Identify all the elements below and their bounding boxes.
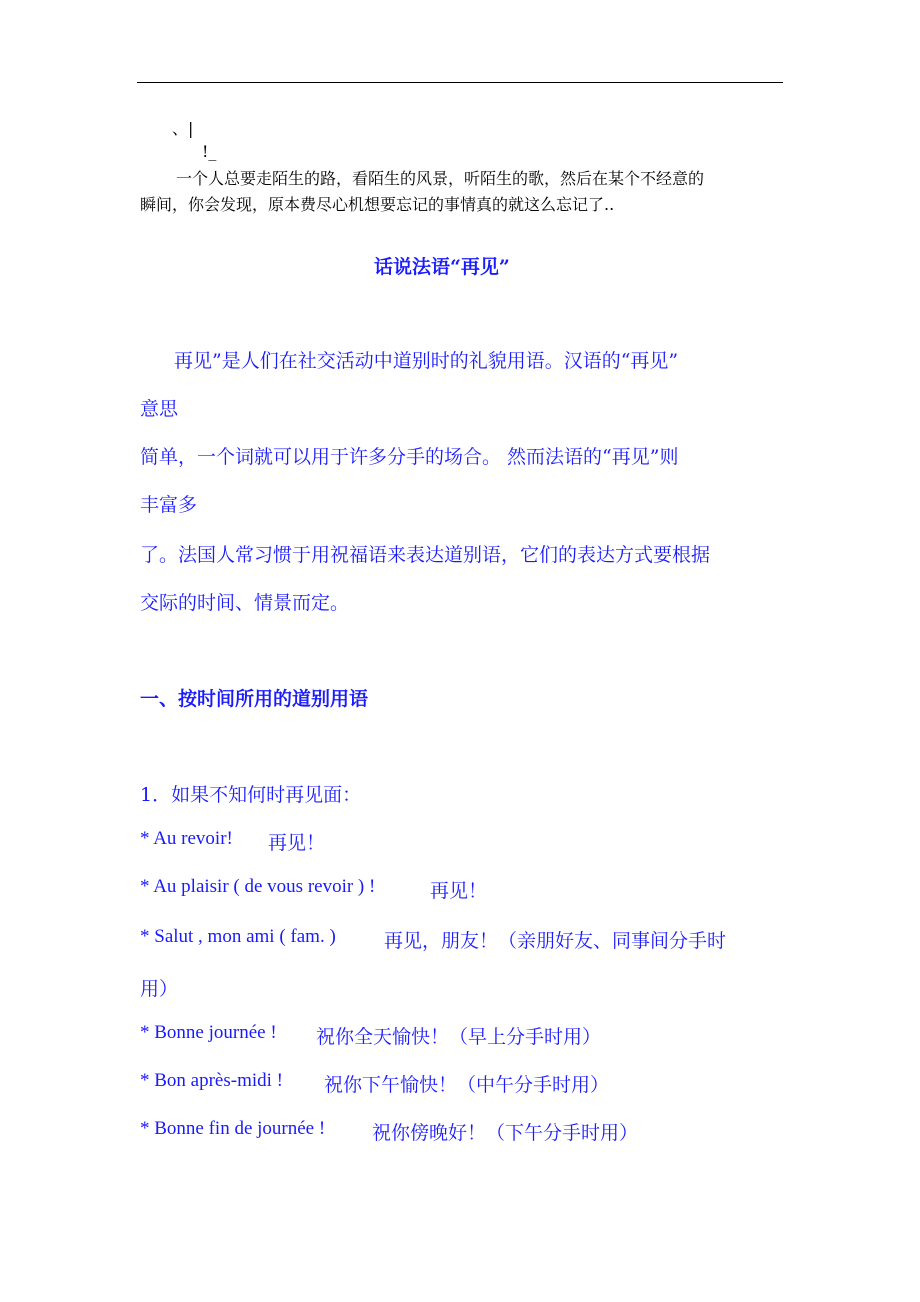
- header-mark-2: !_: [202, 142, 217, 161]
- paragraph-line-3: 简单，一个词就可以用于许多分手的场合。 然而法语的“再见”则: [140, 446, 679, 468]
- item-cn: 祝你全天愉快！（早上分手时用）: [316, 1026, 602, 1048]
- item-fr: * Au plaisir ( de vous revoir ) !: [140, 876, 376, 897]
- item-cn: 祝你傍晚好！（下午分手时用）: [372, 1122, 639, 1144]
- item-cn: 再见，朋友！（亲朋好友、同事间分手时: [384, 930, 727, 952]
- paragraph-line-4: 丰富多: [140, 494, 198, 516]
- page-title: 话说法语“再见”: [374, 256, 510, 278]
- item-cn: 再见！: [430, 880, 488, 902]
- paragraph-line-6: 交际的时间、情景而定。: [140, 592, 350, 614]
- item-cn-continued: 用）: [140, 978, 179, 1000]
- item-cn: 祝你下午愉快！（中午分手时用）: [324, 1074, 610, 1096]
- section-heading: 一、按时间所用的道别用语: [140, 688, 369, 710]
- item-fr: * Salut , mon ami ( fam. ): [140, 926, 336, 947]
- paragraph-line-2: 意思: [140, 398, 179, 420]
- header-mark-1: 、|: [172, 119, 194, 138]
- item-fr: * Bon après-midi !: [140, 1070, 284, 1091]
- intro-line-1: 一个人总要走陌生的路，看陌生的风景，听陌生的歌，然后在某个不经意的: [176, 169, 705, 188]
- intro-line-2: 瞬间，你会发现，原本费尽心机想要忘记的事情真的就这么忘记了..: [140, 195, 615, 214]
- paragraph-line-1: 再见”是人们在社交活动中道别时的礼貌用语。汉语的“再见”: [174, 350, 679, 372]
- paragraph-line-5: 了。法国人常习惯于用祝福语来表达道别语，它们的表达方式要根据: [140, 544, 711, 566]
- item-fr: * Bonne journée !: [140, 1022, 277, 1043]
- item-fr: * Au revoir!: [140, 828, 233, 849]
- item-fr: * Bonne fin de journée !: [140, 1118, 326, 1139]
- header-rule: [137, 82, 783, 83]
- item-cn: 再见！: [268, 832, 326, 854]
- subsection-heading: 1．如果不知何时再见面：: [140, 784, 362, 806]
